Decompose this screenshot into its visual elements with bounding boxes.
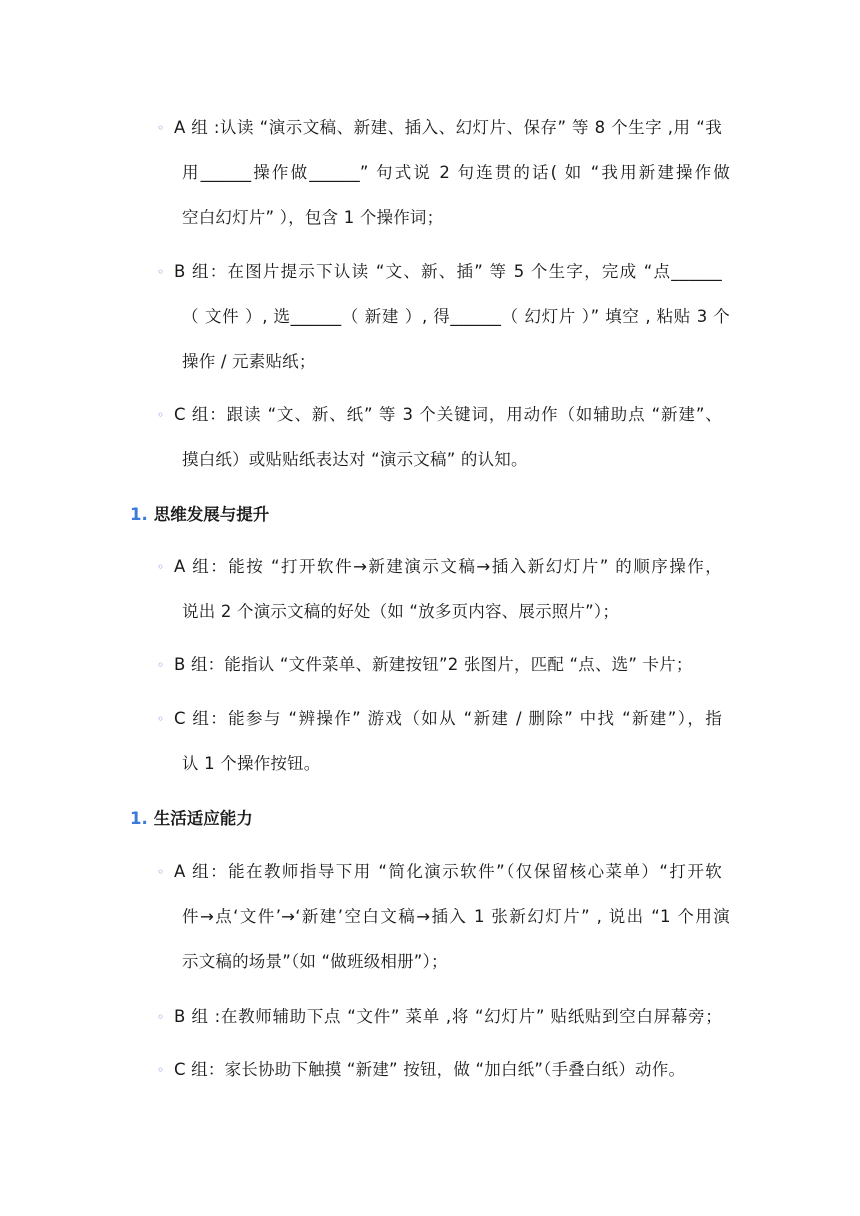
bullet-icon: ◦ (157, 865, 165, 879)
list-item-line: （ 文件 ）, 选______（ 新建 ）, 得______（ 幻灯片 ）” 填空 , 粘贴 3 个 (182, 307, 730, 326)
section-title: 思维发展与提升 (153, 505, 270, 524)
list-item-line: B 组：能指认 “文件菜单、新建按钮”2 张图片，匹配 “点、选” 卡片； (174, 655, 693, 674)
section-heading-thinking (130, 503, 269, 527)
list-item-line: C 组：跟读 “文、新、纸” 等 3 个关键词，用动作（如辅助点 “新建”、 (174, 405, 722, 424)
section-title: 生活适应能力 (153, 809, 253, 828)
list-item-line: 用______操作做______” 句式说 2 句连贯的话( 如 “我用新建操作做 (182, 163, 730, 182)
list-item-line: C 组：家长协助下触摸 “新建” 按钮，做 “加白纸”（手叠白纸）动作。 (174, 1060, 686, 1079)
section-heading-life (130, 807, 253, 831)
list-item-line: 空白幻灯片” ），包含 1 个操作词； (182, 208, 444, 227)
bullet-icon: ◦ (157, 658, 165, 672)
list-item-line: A 组 :认读 “演示文稿、新建、插入、幻灯片、保存” 等 8 个生字 ,用 “我 (174, 118, 722, 137)
list-item-line: A 组：能按 “打开软件→新建演示文稿→插入新幻灯片” 的顺序操作， (174, 557, 722, 576)
bullet-icon: ◦ (157, 560, 165, 574)
bullet-icon: ◦ (157, 121, 165, 135)
bullet-icon: ◦ (157, 1010, 165, 1024)
bullet-icon: ◦ (157, 265, 165, 279)
section-number: 1. (130, 505, 148, 524)
list-item-line: 摸白纸）或贴贴纸表达对 “演示文稿” 的认知。 (182, 450, 528, 469)
list-item-line: C 组：能参与 “辨操作” 游戏（如从 “新建 / 删除” 中找 “新建”），指 (174, 709, 722, 728)
list-item-line: B 组 :在教师辅助下点 “文件” 菜单 ,将 “幻灯片” 贴纸贴到空白屏幕旁； (174, 1007, 722, 1026)
list-item-line: 操作 / 元素贴纸； (182, 352, 316, 371)
list-item-line: A 组：能在教师指导下用 “简化演示软件”（仅保留核心菜单）“打开软 (174, 862, 722, 881)
list-item-line: 认 1 个操作按钮。 (182, 754, 321, 773)
bullet-icon: ◦ (157, 1063, 165, 1077)
list-item-line: B 组：在图片提示下认读 “文、新、插” 等 5 个生字，完成 “点______ (174, 262, 722, 281)
section-number: 1. (130, 809, 148, 828)
bullet-icon: ◦ (157, 408, 165, 422)
bullet-icon: ◦ (157, 712, 165, 726)
list-item-line: 说出 2 个演示文稿的好处（如 “放多页内容、展示照片”）； (182, 602, 620, 621)
list-item-line: 示文稿的场景”（如 “做班级相册”）； (182, 952, 448, 971)
list-item-line: 件→点‘文件’→‘新建’空白文稿→插入 1 张新幻灯片” , 说出 “1 个用演 (182, 907, 730, 926)
